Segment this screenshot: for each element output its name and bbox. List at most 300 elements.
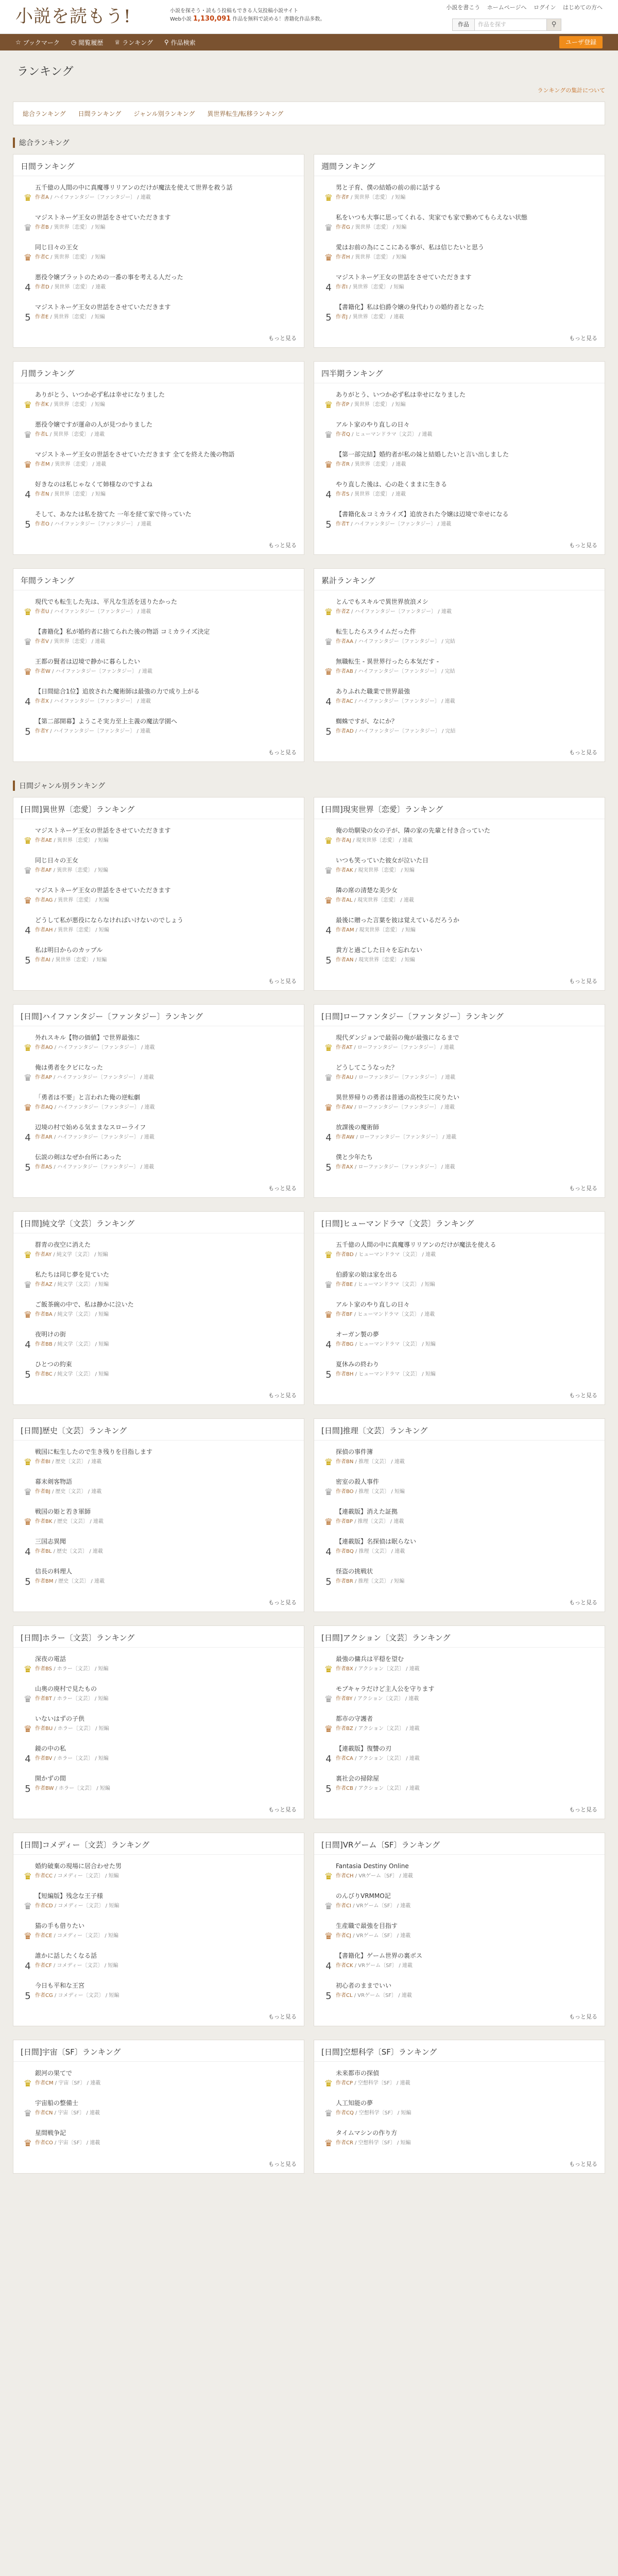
rank-item[interactable] xyxy=(321,239,597,269)
work-title-link[interactable]: 夏休みの終わり xyxy=(336,1361,380,1368)
rank-item[interactable] xyxy=(21,506,297,536)
rank-item[interactable] xyxy=(21,1977,297,2007)
rank-item[interactable] xyxy=(21,179,297,209)
work-title-link[interactable]: ありふれた職業で世界最強 xyxy=(336,688,410,695)
rank-item[interactable] xyxy=(321,1149,597,1179)
work-title-link[interactable]: モブキャラだけど主人公を守ります xyxy=(336,1685,435,1692)
author-link[interactable]: 作者L xyxy=(35,432,48,437)
work-title-link[interactable]: 星間戦争記 xyxy=(35,2129,66,2137)
rank-item[interactable] xyxy=(21,1473,297,1503)
rank-item[interactable] xyxy=(321,942,597,972)
rank-item[interactable] xyxy=(321,852,597,882)
work-title-link[interactable]: 俺の幼馴染の女の子が、隣の家の先輩と付き合っていた xyxy=(336,827,491,834)
ranking-notice-link[interactable]: ランキングの集計について xyxy=(537,87,605,94)
rank-item[interactable] xyxy=(321,1740,597,1770)
work-title-link[interactable]: マジストネーゲ王女の世話をさせていただきます xyxy=(35,214,171,221)
author-link[interactable]: 作者CQ xyxy=(336,2110,354,2116)
work-title-link[interactable]: 【書籍化】私は伯爵令嬢の身代わりの婚約者となった xyxy=(336,303,485,311)
work-title-link[interactable]: 【書籍化】ゲーム世界の裏ボス xyxy=(336,1952,423,1959)
work-title-link[interactable]: 山奥の廃村で見たもの xyxy=(35,1685,97,1692)
work-title-link[interactable]: とんでもスキルで異世界放浪メシ xyxy=(336,598,428,605)
author-link[interactable]: 作者BD xyxy=(336,1252,354,1258)
author-link[interactable]: 作者BS xyxy=(35,1666,53,1672)
author-link[interactable]: 作者CF xyxy=(35,1963,52,1969)
work-title-link[interactable]: 五千億の人間の中に真魔導リリアンのだけが魔法を使える xyxy=(336,1241,496,1248)
author-link[interactable]: 作者CC xyxy=(35,1873,53,1879)
work-title-link[interactable]: 【日間総合1位】追放された魔術師は最強の力で成り上がる xyxy=(35,688,200,695)
work-title-link[interactable]: アルト家のやり直しの日々 xyxy=(336,421,410,428)
author-link[interactable]: 作者BG xyxy=(336,1342,354,1347)
work-title-link[interactable]: 鏡の中の私 xyxy=(35,1745,66,1752)
rank-item[interactable] xyxy=(21,1710,297,1740)
work-title-link[interactable]: 【連載版】名探偵は眠らない xyxy=(336,1538,417,1545)
author-link[interactable]: 作者AB xyxy=(336,669,353,674)
work-title-link[interactable]: 生産職で最強を目指す xyxy=(336,1922,398,1929)
author-link[interactable]: 作者BQ xyxy=(336,1549,354,1554)
rank-item[interactable] xyxy=(321,1681,597,1710)
rank-item[interactable] xyxy=(321,1563,597,1593)
rank-item[interactable] xyxy=(321,912,597,942)
rank-item[interactable] xyxy=(321,713,597,743)
rank-item[interactable] xyxy=(321,476,597,506)
toplink-home[interactable]: ホームページへ xyxy=(487,4,527,11)
author-link[interactable]: 作者D xyxy=(35,284,49,290)
rank-item[interactable] xyxy=(21,912,297,942)
author-link[interactable]: 作者CB xyxy=(336,1786,353,1791)
rank-item[interactable] xyxy=(21,1858,297,1888)
work-title-link[interactable]: 放課後の魔術師 xyxy=(336,1124,380,1131)
rank-item[interactable] xyxy=(21,1119,297,1149)
author-link[interactable]: 作者BU xyxy=(35,1726,53,1732)
work-title-link[interactable]: 悪役令嬢ですが運命の人が見つかりました xyxy=(35,421,153,428)
rank-item[interactable] xyxy=(21,209,297,239)
rank-item[interactable] xyxy=(321,1888,597,1918)
rank-item[interactable] xyxy=(321,1089,597,1119)
rank-item[interactable] xyxy=(21,942,297,972)
rank-item[interactable] xyxy=(321,1651,597,1681)
work-title-link[interactable]: 怪盗の挑戦状 xyxy=(336,1568,373,1575)
rank-item[interactable] xyxy=(21,1770,297,1800)
work-title-link[interactable]: 人工知能の夢 xyxy=(336,2099,373,2107)
work-title-link[interactable]: 今日も平和な王宮 xyxy=(35,1982,85,1989)
rank-item[interactable] xyxy=(21,269,297,299)
toplink-guide[interactable]: はじめての方へ xyxy=(563,4,603,11)
author-link[interactable]: 作者BM xyxy=(35,1579,54,1584)
work-title-link[interactable]: 開かずの間 xyxy=(35,1775,66,1782)
work-title-link[interactable]: マジストネーゲ王女の世話をさせていただきます xyxy=(336,274,472,281)
author-link[interactable]: 作者N xyxy=(35,492,49,497)
rank-item[interactable] xyxy=(21,1503,297,1533)
author-link[interactable]: 作者BY xyxy=(336,1696,353,1702)
work-title-link[interactable]: 【書籍化＆コミカライズ】追放された令嬢は辺境で幸せになる xyxy=(336,511,509,518)
work-title-link[interactable]: 伝説の剣はなぜか台所にあった xyxy=(35,1154,122,1161)
work-title-link[interactable]: 猫の手も借りたい xyxy=(35,1922,85,1929)
work-title-link[interactable]: 王都の賢者は辺境で静かに暮らしたい xyxy=(35,658,141,665)
more-link[interactable]: もっと見る xyxy=(569,749,597,756)
rank-item[interactable] xyxy=(21,386,297,416)
work-title-link[interactable]: 伯爵家の娘は家を出る xyxy=(336,1271,398,1278)
work-title-link[interactable]: 現代ダンジョンで最弱の俺が最強になるまで xyxy=(336,1034,459,1041)
work-title-link[interactable]: ご飯茶碗の中で、私は静かに泣いた xyxy=(35,1301,134,1308)
rank-item[interactable] xyxy=(321,1266,597,1296)
author-link[interactable]: 作者CM xyxy=(35,2080,54,2086)
work-title-link[interactable]: 俺は勇者をクビになった xyxy=(35,1064,104,1071)
work-title-link[interactable]: 三国志異聞 xyxy=(35,1538,66,1545)
rank-item[interactable] xyxy=(21,683,297,713)
work-title-link[interactable]: アルト家のやり直しの日々 xyxy=(336,1301,410,1308)
work-title-link[interactable]: 未来都市の探偵 xyxy=(336,2070,380,2077)
work-title-link[interactable]: ありがとう、いつか必ず私は幸せになりました xyxy=(336,391,466,398)
rank-item[interactable] xyxy=(321,1326,597,1356)
author-link[interactable]: 作者CH xyxy=(336,1873,354,1879)
nav-history[interactable] xyxy=(71,38,104,47)
rank-item[interactable] xyxy=(321,822,597,852)
rank-item[interactable] xyxy=(321,1356,597,1386)
work-title-link[interactable]: オーガン製の夢 xyxy=(336,1331,379,1338)
work-title-link[interactable]: 隣の席の清楚な美少女 xyxy=(336,887,398,894)
work-title-link[interactable]: やり直した後は、心の赴くままに生きる xyxy=(336,481,448,488)
work-title-link[interactable]: 深夜の電話 xyxy=(35,1655,66,1663)
author-link[interactable]: 作者CJ xyxy=(336,1933,351,1939)
work-title-link[interactable]: 【第一部完結】婚約者が私の妹と結婚したいと言い出しました xyxy=(336,451,509,458)
author-link[interactable]: 作者AO xyxy=(35,1045,53,1050)
work-title-link[interactable]: 銀河の果てで xyxy=(35,2070,73,2077)
work-title-link[interactable]: どうしてこうなった？ xyxy=(336,1064,398,1071)
more-link[interactable]: もっと見る xyxy=(268,1599,297,1606)
work-title-link[interactable]: 【短編版】残念な王子様 xyxy=(35,1892,104,1900)
rank-item[interactable] xyxy=(321,446,597,476)
author-link[interactable]: 作者CI xyxy=(336,1903,351,1909)
filter-daily[interactable]: 日間ランキング xyxy=(78,110,122,117)
more-link[interactable]: もっと見る xyxy=(569,1599,597,1606)
work-title-link[interactable]: 【書籍化】私が婚約者に捨てられた後の物語 コミカライズ決定 xyxy=(35,628,210,635)
author-link[interactable]: 作者V xyxy=(35,639,49,645)
author-link[interactable]: 作者BI xyxy=(35,1459,50,1465)
work-title-link[interactable]: 辺境の村で始める気ままなスローライフ xyxy=(35,1124,146,1131)
rank-item[interactable] xyxy=(321,1918,597,1947)
author-link[interactable]: 作者BF xyxy=(336,1312,353,1317)
work-title-link[interactable]: 夜明けの街 xyxy=(35,1331,66,1338)
rank-item[interactable] xyxy=(21,446,297,476)
work-title-link[interactable]: 「勇者は不要」と言われた俺の逆転劇 xyxy=(35,1094,141,1101)
work-title-link[interactable]: 現代でも転生した先は、平凡な生活を送りたかった xyxy=(35,598,178,605)
author-link[interactable]: 作者X xyxy=(35,699,49,704)
rank-item[interactable] xyxy=(321,1947,597,1977)
work-title-link[interactable]: のんびりVRMMO記 xyxy=(336,1892,391,1900)
work-title-link[interactable]: 初心者のままでいい xyxy=(336,1982,392,1989)
nav-search[interactable] xyxy=(164,38,196,47)
rank-item[interactable] xyxy=(321,1533,597,1563)
rank-item[interactable] xyxy=(321,506,597,536)
rank-item[interactable] xyxy=(21,1149,297,1179)
author-link[interactable]: 作者J xyxy=(336,314,348,320)
more-link[interactable]: もっと見る xyxy=(268,542,297,549)
search-input[interactable]: 作品を探す xyxy=(475,19,547,31)
rank-item[interactable] xyxy=(321,386,597,416)
rank-item[interactable] xyxy=(321,882,597,912)
author-link[interactable]: 作者BH xyxy=(336,1371,354,1377)
author-link[interactable]: 作者BB xyxy=(35,1342,53,1347)
rank-item[interactable] xyxy=(21,1947,297,1977)
toplink-login[interactable]: ログイン xyxy=(534,4,556,11)
work-title-link[interactable]: 最強の傭兵は平穏を望む xyxy=(336,1655,404,1663)
work-title-link[interactable]: 蜘蛛ですが、なにか？ xyxy=(336,718,398,725)
rank-item[interactable] xyxy=(21,882,297,912)
author-link[interactable]: 作者BP xyxy=(336,1519,353,1524)
author-link[interactable]: 作者AG xyxy=(35,897,53,903)
more-link[interactable]: もっと見る xyxy=(569,1392,597,1399)
filter-isekai[interactable]: 異世界転生/転移ランキング xyxy=(207,110,284,117)
work-title-link[interactable]: 私たちは同じ夢を見ていた xyxy=(35,1271,110,1278)
more-link[interactable]: もっと見る xyxy=(569,335,597,342)
author-link[interactable]: 作者F xyxy=(336,195,349,200)
rank-item[interactable] xyxy=(321,1444,597,1473)
author-link[interactable]: 作者CK xyxy=(336,1963,353,1969)
work-title-link[interactable]: どうして私が悪役にならなければいけないのでしょう xyxy=(35,917,184,924)
rank-item[interactable] xyxy=(21,1444,297,1473)
work-title-link[interactable]: 異世界帰りの勇者は普通の高校生に戻りたい xyxy=(336,1094,460,1101)
author-link[interactable]: 作者K xyxy=(35,402,49,408)
author-link[interactable]: 作者G xyxy=(336,225,350,230)
work-title-link[interactable]: 転生したらスライムだった件 xyxy=(336,628,416,635)
search-icon[interactable]: ⚲ xyxy=(547,19,561,31)
rank-item[interactable] xyxy=(21,476,297,506)
author-link[interactable]: 作者E xyxy=(35,314,49,320)
nav-ranking[interactable] xyxy=(114,38,152,47)
work-title-link[interactable]: 同じ日々の王女 xyxy=(35,857,79,864)
author-link[interactable]: 作者AC xyxy=(336,699,353,704)
work-title-link[interactable]: 密室の殺人事件 xyxy=(336,1478,380,1485)
rank-item[interactable] xyxy=(321,1296,597,1326)
work-title-link[interactable]: ありがとう、いつか必ず私は幸せになりました xyxy=(35,391,165,398)
author-link[interactable]: 作者AY xyxy=(35,1252,52,1258)
author-link[interactable]: 作者AH xyxy=(35,927,53,933)
work-title-link[interactable]: そして、あなたは私を捨てた 一年を経て家で待っていた xyxy=(35,511,192,518)
more-link[interactable]: もっと見る xyxy=(569,2013,597,2020)
more-link[interactable]: もっと見る xyxy=(268,749,297,756)
author-link[interactable]: 作者AR xyxy=(35,1134,53,1140)
rank-item[interactable] xyxy=(321,1858,597,1888)
nav-bookmark[interactable] xyxy=(15,38,60,47)
author-link[interactable]: 作者AK xyxy=(336,868,353,873)
author-link[interactable]: 作者AU xyxy=(336,1075,354,1080)
author-link[interactable]: 作者CG xyxy=(35,1993,53,1998)
author-link[interactable]: 作者H xyxy=(336,255,350,260)
author-link[interactable]: 作者CL xyxy=(336,1993,353,1998)
rank-item[interactable] xyxy=(321,623,597,653)
rank-item[interactable] xyxy=(21,1740,297,1770)
rank-item[interactable] xyxy=(321,683,597,713)
more-link[interactable]: もっと見る xyxy=(569,1806,597,1813)
author-link[interactable]: 作者BX xyxy=(336,1666,353,1672)
author-link[interactable]: 作者Q xyxy=(336,432,350,437)
more-link[interactable]: もっと見る xyxy=(268,1185,297,1192)
work-title-link[interactable]: いつも笑っていた彼女が泣いた日 xyxy=(336,857,429,864)
work-title-link[interactable]: 好きなのは私じゃなくて姉様なのですよね xyxy=(35,481,153,488)
author-link[interactable]: 作者CA xyxy=(336,1756,353,1761)
work-title-link[interactable]: マジストネーゲ王女の世話をさせていただきます xyxy=(35,887,171,894)
author-link[interactable]: 作者AX xyxy=(336,1164,353,1170)
author-link[interactable]: 作者BC xyxy=(35,1371,53,1377)
work-title-link[interactable]: ひとつの約束 xyxy=(35,1361,72,1368)
author-link[interactable]: 作者CE xyxy=(35,1933,53,1939)
author-link[interactable]: 作者BL xyxy=(35,1549,52,1554)
rank-item[interactable] xyxy=(321,179,597,209)
work-title-link[interactable]: 誰かに話したくなる話 xyxy=(35,1952,97,1959)
work-title-link[interactable]: 婚約破棄の現場に居合わせた男 xyxy=(35,1862,122,1870)
more-link[interactable]: もっと見る xyxy=(268,2013,297,2020)
author-link[interactable]: 作者AN xyxy=(336,957,354,963)
rank-item[interactable] xyxy=(21,1059,297,1089)
rank-item[interactable] xyxy=(21,1356,297,1386)
work-title-link[interactable]: いないはずの子供 xyxy=(35,1715,85,1722)
author-link[interactable]: 作者AZ xyxy=(35,1282,53,1287)
author-link[interactable]: 作者AP xyxy=(35,1075,52,1080)
rank-item[interactable] xyxy=(321,1029,597,1059)
work-title-link[interactable]: 貴方と過ごした日々を忘れない xyxy=(336,946,423,954)
work-title-link[interactable]: 私をいつも大事に思ってくれる、実家でも家で勤めてもらえない状態 xyxy=(336,214,528,221)
author-link[interactable]: 作者BE xyxy=(336,1282,353,1287)
author-link[interactable]: 作者AQ xyxy=(35,1105,53,1110)
work-title-link[interactable]: 愛はお前の為にここにある事が、私は信じたいと思う xyxy=(336,244,485,251)
author-link[interactable]: 作者Y xyxy=(35,728,49,734)
rank-item[interactable] xyxy=(21,1888,297,1918)
author-link[interactable]: 作者S xyxy=(336,492,350,497)
author-link[interactable]: 作者AD xyxy=(336,728,354,734)
author-link[interactable]: 作者U xyxy=(35,609,49,615)
work-title-link[interactable]: 戦国に転生したので生き残りを目指します xyxy=(35,1448,153,1455)
more-link[interactable]: もっと見る xyxy=(569,542,597,549)
author-link[interactable]: 作者BW xyxy=(35,1786,54,1791)
rank-item[interactable] xyxy=(21,594,297,623)
author-link[interactable]: 作者C xyxy=(35,255,49,260)
author-link[interactable]: 作者AE xyxy=(35,838,53,843)
work-title-link[interactable]: 戦国の姫と若き軍師 xyxy=(35,1508,91,1515)
work-title-link[interactable]: 探偵の事件簿 xyxy=(336,1448,373,1455)
author-link[interactable]: 作者BR xyxy=(336,1579,353,1584)
rank-item[interactable] xyxy=(321,1236,597,1266)
rank-item[interactable] xyxy=(21,1651,297,1681)
author-link[interactable]: 作者Z xyxy=(336,609,350,615)
work-title-link[interactable]: 裏社会の掃除屋 xyxy=(336,1775,380,1782)
work-title-link[interactable]: マジストネーゲ王女の世話をさせていただきます xyxy=(35,827,171,834)
work-title-link[interactable]: 宇宙船の整備士 xyxy=(35,2099,79,2107)
rank-item[interactable] xyxy=(21,1029,297,1059)
work-title-link[interactable]: 都市の守護者 xyxy=(336,1715,373,1722)
rank-item[interactable] xyxy=(321,1503,597,1533)
author-link[interactable]: 作者CR xyxy=(336,2140,353,2146)
filter-overall[interactable]: 総合ランキング xyxy=(23,110,66,117)
rank-item[interactable] xyxy=(321,1059,597,1089)
site-logo[interactable]: 小説を読もう! xyxy=(15,6,131,27)
rank-item[interactable] xyxy=(321,2065,597,2095)
rank-item[interactable] xyxy=(21,1681,297,1710)
rank-item[interactable] xyxy=(321,1977,597,2007)
rank-item[interactable] xyxy=(21,1326,297,1356)
author-link[interactable]: 作者AV xyxy=(336,1105,353,1110)
rank-item[interactable] xyxy=(321,299,597,329)
author-link[interactable]: 作者P xyxy=(336,402,350,408)
author-link[interactable]: 作者BT xyxy=(35,1696,52,1702)
rank-item[interactable] xyxy=(21,239,297,269)
work-title-link[interactable]: 無職転生 - 異世界行ったら本気だす - xyxy=(336,658,439,665)
rank-item[interactable] xyxy=(321,1119,597,1149)
rank-item[interactable] xyxy=(21,2125,297,2155)
rank-item[interactable] xyxy=(21,1918,297,1947)
more-link[interactable]: もっと見る xyxy=(569,1185,597,1192)
work-title-link[interactable]: 悪役令嬢ブラットのための一番の事を考える人だった xyxy=(35,274,183,281)
rank-item[interactable] xyxy=(321,269,597,299)
author-link[interactable]: 作者O xyxy=(35,521,49,527)
search-type-select[interactable]: 作品 xyxy=(452,19,475,31)
rank-item[interactable] xyxy=(321,209,597,239)
work-title-link[interactable]: 群青の夜空に消えた xyxy=(35,1241,91,1248)
rank-item[interactable] xyxy=(21,2065,297,2095)
work-title-link[interactable]: マジストネーゲ王女の世話をさせていただきます 全てを終えた後の物語 xyxy=(35,451,235,458)
author-link[interactable]: 作者BO xyxy=(336,1489,354,1495)
more-link[interactable]: もっと見る xyxy=(268,1392,297,1399)
author-link[interactable]: 作者AS xyxy=(35,1164,53,1170)
rank-item[interactable] xyxy=(21,852,297,882)
work-title-link[interactable]: 五千億の人間の中に真魔導リリアンのだけが魔法を使えて世界を救う話 xyxy=(35,184,233,191)
work-title-link[interactable]: 外れスキル【物の価値】で世界最強に xyxy=(35,1034,140,1041)
toplink-write[interactable]: 小説を書こう xyxy=(446,4,480,11)
work-title-link[interactable]: マジストネーゲ王女の世話をさせていただきます xyxy=(35,303,171,311)
author-link[interactable]: 作者BJ xyxy=(35,1489,50,1495)
rank-item[interactable] xyxy=(321,594,597,623)
work-title-link[interactable]: 【連載版】消えた証拠 xyxy=(336,1508,398,1515)
author-link[interactable]: 作者I xyxy=(336,284,348,290)
rank-item[interactable] xyxy=(21,416,297,446)
work-title-link[interactable]: Fantasia Destiny Online xyxy=(336,1862,409,1870)
filter-genre[interactable]: ジャンル別ランキング xyxy=(133,110,195,117)
more-link[interactable]: もっと見る xyxy=(569,978,597,985)
work-title-link[interactable]: 信長の料理人 xyxy=(35,1568,73,1575)
more-link[interactable]: もっと見る xyxy=(569,2161,597,2167)
author-link[interactable]: 作者BA xyxy=(35,1312,53,1317)
author-link[interactable]: 作者CN xyxy=(35,2110,53,2116)
more-link[interactable]: もっと見る xyxy=(268,1806,297,1813)
work-title-link[interactable]: 【第二部開幕】ようこそ実力至上主義の魔法学園へ xyxy=(35,718,178,725)
rank-item[interactable] xyxy=(321,2095,597,2125)
author-link[interactable]: 作者CP xyxy=(336,2080,353,2086)
author-link[interactable]: 作者W xyxy=(35,669,50,674)
rank-item[interactable] xyxy=(21,623,297,653)
work-title-link[interactable]: 最後に贈った言葉を彼は覚えているだろうか xyxy=(336,917,460,924)
rank-item[interactable] xyxy=(21,1533,297,1563)
author-link[interactable]: 作者A xyxy=(35,195,49,200)
author-link[interactable]: 作者AL xyxy=(336,897,353,903)
rank-item[interactable] xyxy=(321,416,597,446)
rank-item[interactable] xyxy=(21,1296,297,1326)
rank-item[interactable] xyxy=(21,1236,297,1266)
author-link[interactable]: 作者M xyxy=(35,462,50,467)
more-link[interactable]: もっと見る xyxy=(268,978,297,985)
rank-item[interactable] xyxy=(21,1089,297,1119)
author-link[interactable]: 作者CD xyxy=(35,1903,53,1909)
rank-item[interactable] xyxy=(321,653,597,683)
work-title-link[interactable]: 僕と少年たち xyxy=(336,1154,373,1161)
work-title-link[interactable]: 同じ日々の王女 xyxy=(35,244,79,251)
rank-item[interactable] xyxy=(21,1563,297,1593)
author-link[interactable]: 作者R xyxy=(336,462,350,467)
more-link[interactable]: もっと見る xyxy=(268,2161,297,2167)
work-title-link[interactable]: 【連載版】復讐の刃 xyxy=(336,1745,392,1752)
author-link[interactable]: 作者BV xyxy=(35,1756,53,1761)
author-link[interactable]: 作者AT xyxy=(336,1045,353,1050)
work-title-link[interactable]: 私は明日からのカップル xyxy=(35,946,103,954)
author-link[interactable]: 作者BZ xyxy=(336,1726,353,1732)
